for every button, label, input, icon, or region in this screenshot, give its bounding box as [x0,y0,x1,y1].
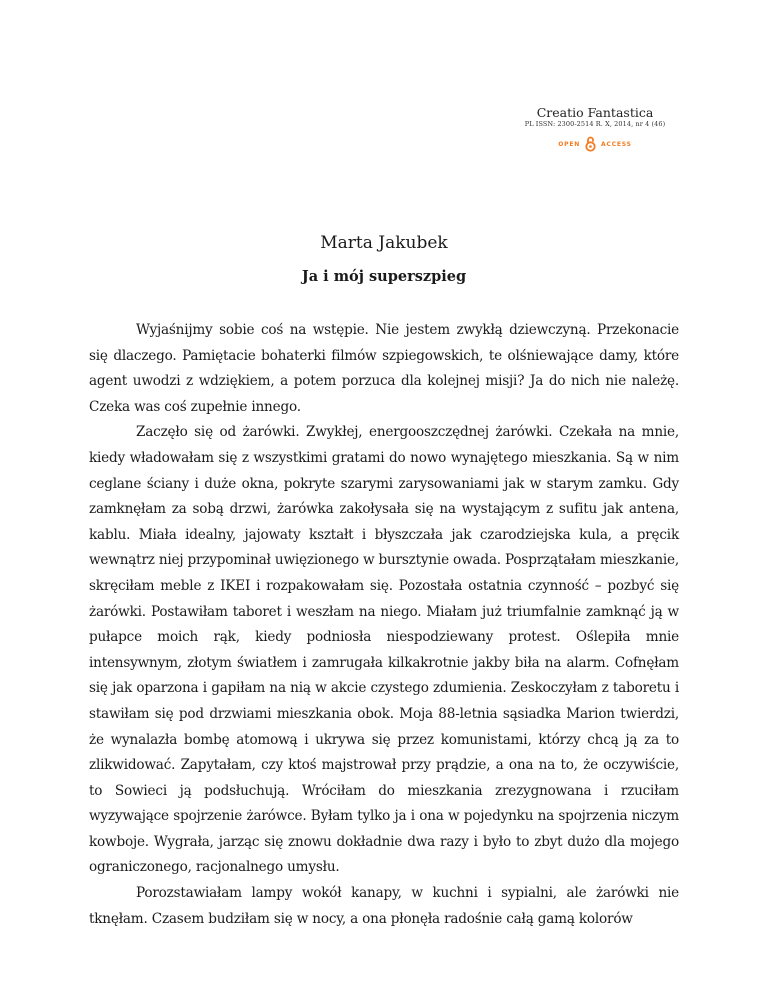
open-access-badge [470,136,720,152]
open-access-access-label: ACCESS [601,140,632,148]
journal-issn: PL ISSN: 2300-2514 R. X, 2014, nr 4 (46) [524,120,666,128]
paragraph: Zaczęło się od żarówki. Zwykłej, energooszczędnej żarówki. Czekała na mnie, kiedy władowałam się z wszystkimi gratami do nowo wynajętego mieszkania. Są w nim ceglane ściany i duże okna, pokryte szarymi zarysowaniami jak w starym zamku. Gdy zamknęłam za sobą drzwi, żarówka zakołysała się na wystającym z sufitu jak antena, kablu. Miała idealny, jajowaty kształt i błyszczała jak czarodziejska kula, a pręcik wewnątrz niej przypominał uwięzionego w bursztynie owada. Posprzątałam mieszkanie, skręciłam meble z IKEI i rozpakowałam się. Pozostała ostatnia czynność – pozbyć się żarówki. Postawiłam taboret i weszłam na niego. Miałam już triumfalnie zamknąć ją w pułapce moich rąk, kiedy podniosła niespodziewany protest. Oślepiła mnie intensywnym, złotym światłem i zamrugała kilkakrotnie jakby biła na alarm. Cofnęłam się jak oparzona i gapiłam na nią w akcie czystego zdumienia. Zeskoczyłam z taboretu i stawiłam się pod drzwiami mieszkania obok. Moja 88-letnia sąsiadka Marion twierdzi, że wynalazła bombę atomową i ukrywa się przez komunistami, którzy chcą ją za to zlikwidować. Zapytałam, czy ktoś majstrował przy prądzie, a ona na to, że oczywiście, to Sowieci ją podsłuchują. Wróciłam do mieszkania zrezygnowana i rzuciłam wyzywające spojrzenie żarówce. Byłam tylko ja i ona w pojedynku na spojrzenia niczym kowboje. Wygrała, jarząc się znowu dokładnie dwa razy i było to zbyt dużo dla mojego ograniczonego, racjonalnego umysłu. [89,424,679,876]
paragraph: Wyjaśnijmy sobie coś na wstępie. Nie jestem zwykłą dziewczyną. Przekonacie się dlaczego. Pamiętacie bohaterki filmów szpiegowskich, te olśniewające damy, które agent uwodzi z wdziękiem, a potem porzuca dla kolejnej misji? Ja do nich nie należę. Czeka was coś zupełnie innego. [89,322,679,415]
journal-header [470,105,720,152]
open-access-lock-icon [585,136,596,152]
article-body [89,318,679,932]
open-access-open-label: OPEN [558,140,581,148]
article-title: Ja i mój superszpieg [301,268,467,285]
journal-title: Creatio Fantastica [536,105,654,120]
article-author: Marta Jakubek [320,233,448,253]
paragraph: Porozstawiałam lampy wokół kanapy, w kuchni i sypialni, ale żarówki nie tknęłam. Czasem budziłam się w nocy, a ona płonęła radośnie całą gamą kolorów [89,885,679,927]
